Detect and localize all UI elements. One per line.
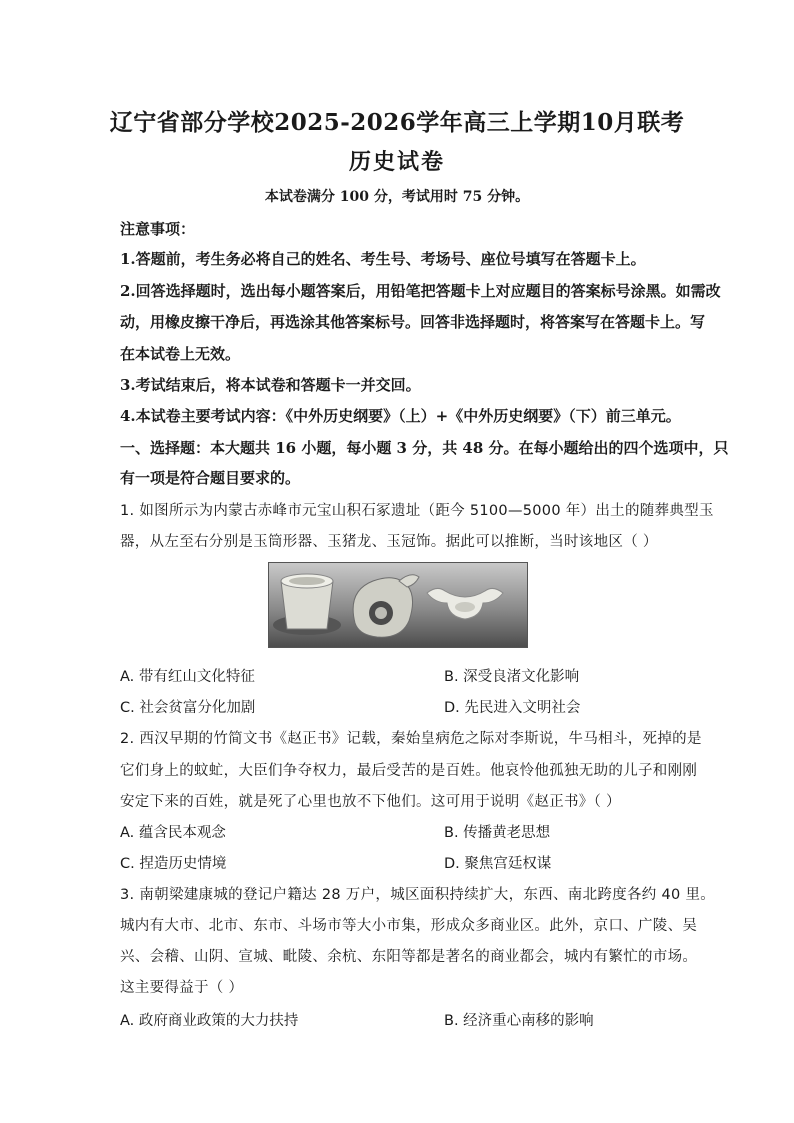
- q3-option-b: B. 经济重心南移的影响: [444, 1013, 594, 1029]
- exam-title: 辽宁省部分学校2025-2026学年高三上学期10月联考: [109, 109, 685, 136]
- q1-option-c: C. 社会贫富分化加剧: [120, 700, 256, 716]
- q1-option-b: B. 深受良渚文化影响: [444, 669, 580, 685]
- q3-option-a: A. 政府商业政策的大力扶持: [120, 1013, 299, 1029]
- q2-option-d: D. 聚焦宫廷权谋: [444, 856, 552, 872]
- question-3-line-1: 3. 南朝梁建康城的登记户籍达 28 万户，城区面积持续扩大，东西、南北跨度各约 40 里。: [120, 887, 716, 903]
- q2-option-a: A. 蕴含民本观念: [120, 825, 226, 841]
- question-2-line-2: 它们身上的蚊虻，大臣们争夺权力，最后受苦的是百姓。他哀怜他孤独无助的儿子和刚刚: [120, 763, 698, 779]
- question-2-line-1: 2. 西汉早期的竹简文书《赵正书》记载，秦始皇病危之际对李斯说，牛马相斗，死掉的是: [120, 731, 702, 747]
- section-heading-line-1: 一、选择题：本大题共 16 小题，每小题 3 分，共 48 分。在每小题给出的四个选项中，只: [120, 439, 729, 457]
- q2-option-c: C. 捏造历史情境: [120, 856, 227, 872]
- note-4: 4.本试卷主要考试内容：《中外历史纲要》（上）+《中外历史纲要》（下）前三单元。: [120, 407, 681, 425]
- jade-artifacts-photo: [268, 562, 528, 648]
- question-2-line-3: 安定下来的百姓，就是死了心里也放不下他们。这可用于说明《赵正书》（ ）: [120, 794, 621, 810]
- question-1-line-2: 器，从左至右分别是玉筒形器、玉猪龙、玉冠饰。据此可以推断，当时该地区（ ）: [120, 534, 658, 550]
- q1-option-a: A. 带有红山文化特征: [120, 669, 255, 685]
- q2-option-b: B. 传播黄老思想: [444, 825, 551, 841]
- section-heading-line-2: 有一项是符合题目要求的。: [120, 469, 301, 487]
- exam-subject: 历史试卷: [348, 149, 445, 175]
- question-3-line-2: 城内有大市、北市、东市、斗场市等大小市集，形成众多商业区。此外，京口、广陵、吴: [120, 918, 698, 934]
- jade-artifacts-illustration: [269, 563, 527, 647]
- note-1: 1.答题前，考生务必将自己的姓名、考生号、考场号、座位号填写在答题卡上。: [120, 250, 646, 268]
- note-3: 3.考试结束后，将本试卷和答题卡一并交回。: [120, 376, 421, 394]
- question-3-line-3: 兴、会稽、山阴、宣城、毗陵、余杭、东阳等都是著名的商业都会，城内有繁忙的市场。: [120, 949, 698, 965]
- question-3-line-4: 这主要得益于（ ）: [120, 980, 244, 996]
- note-2-line-3: 在本试卷上无效。: [120, 345, 241, 363]
- note-2-line-1: 2.回答选择题时，选出每小题答案后，用铅笔把答题卡上对应题目的答案标号涂黑。如需改: [120, 282, 721, 300]
- exam-info: 本试卷满分 100 分，考试用时 75 分钟。: [264, 189, 530, 205]
- notes-heading: 注意事项：: [120, 220, 196, 238]
- note-2-line-2: 动，用橡皮擦干净后，再选涂其他答案标号。回答非选择题时，将答案写在答题卡上。写: [120, 313, 706, 331]
- question-1-line-1: 1. 如图所示为内蒙古赤峰市元宝山积石冢遗址（距今 5100—5000 年）出土的随葬典型玉: [120, 503, 714, 519]
- q1-option-d: D. 先民进入文明社会: [444, 700, 581, 716]
